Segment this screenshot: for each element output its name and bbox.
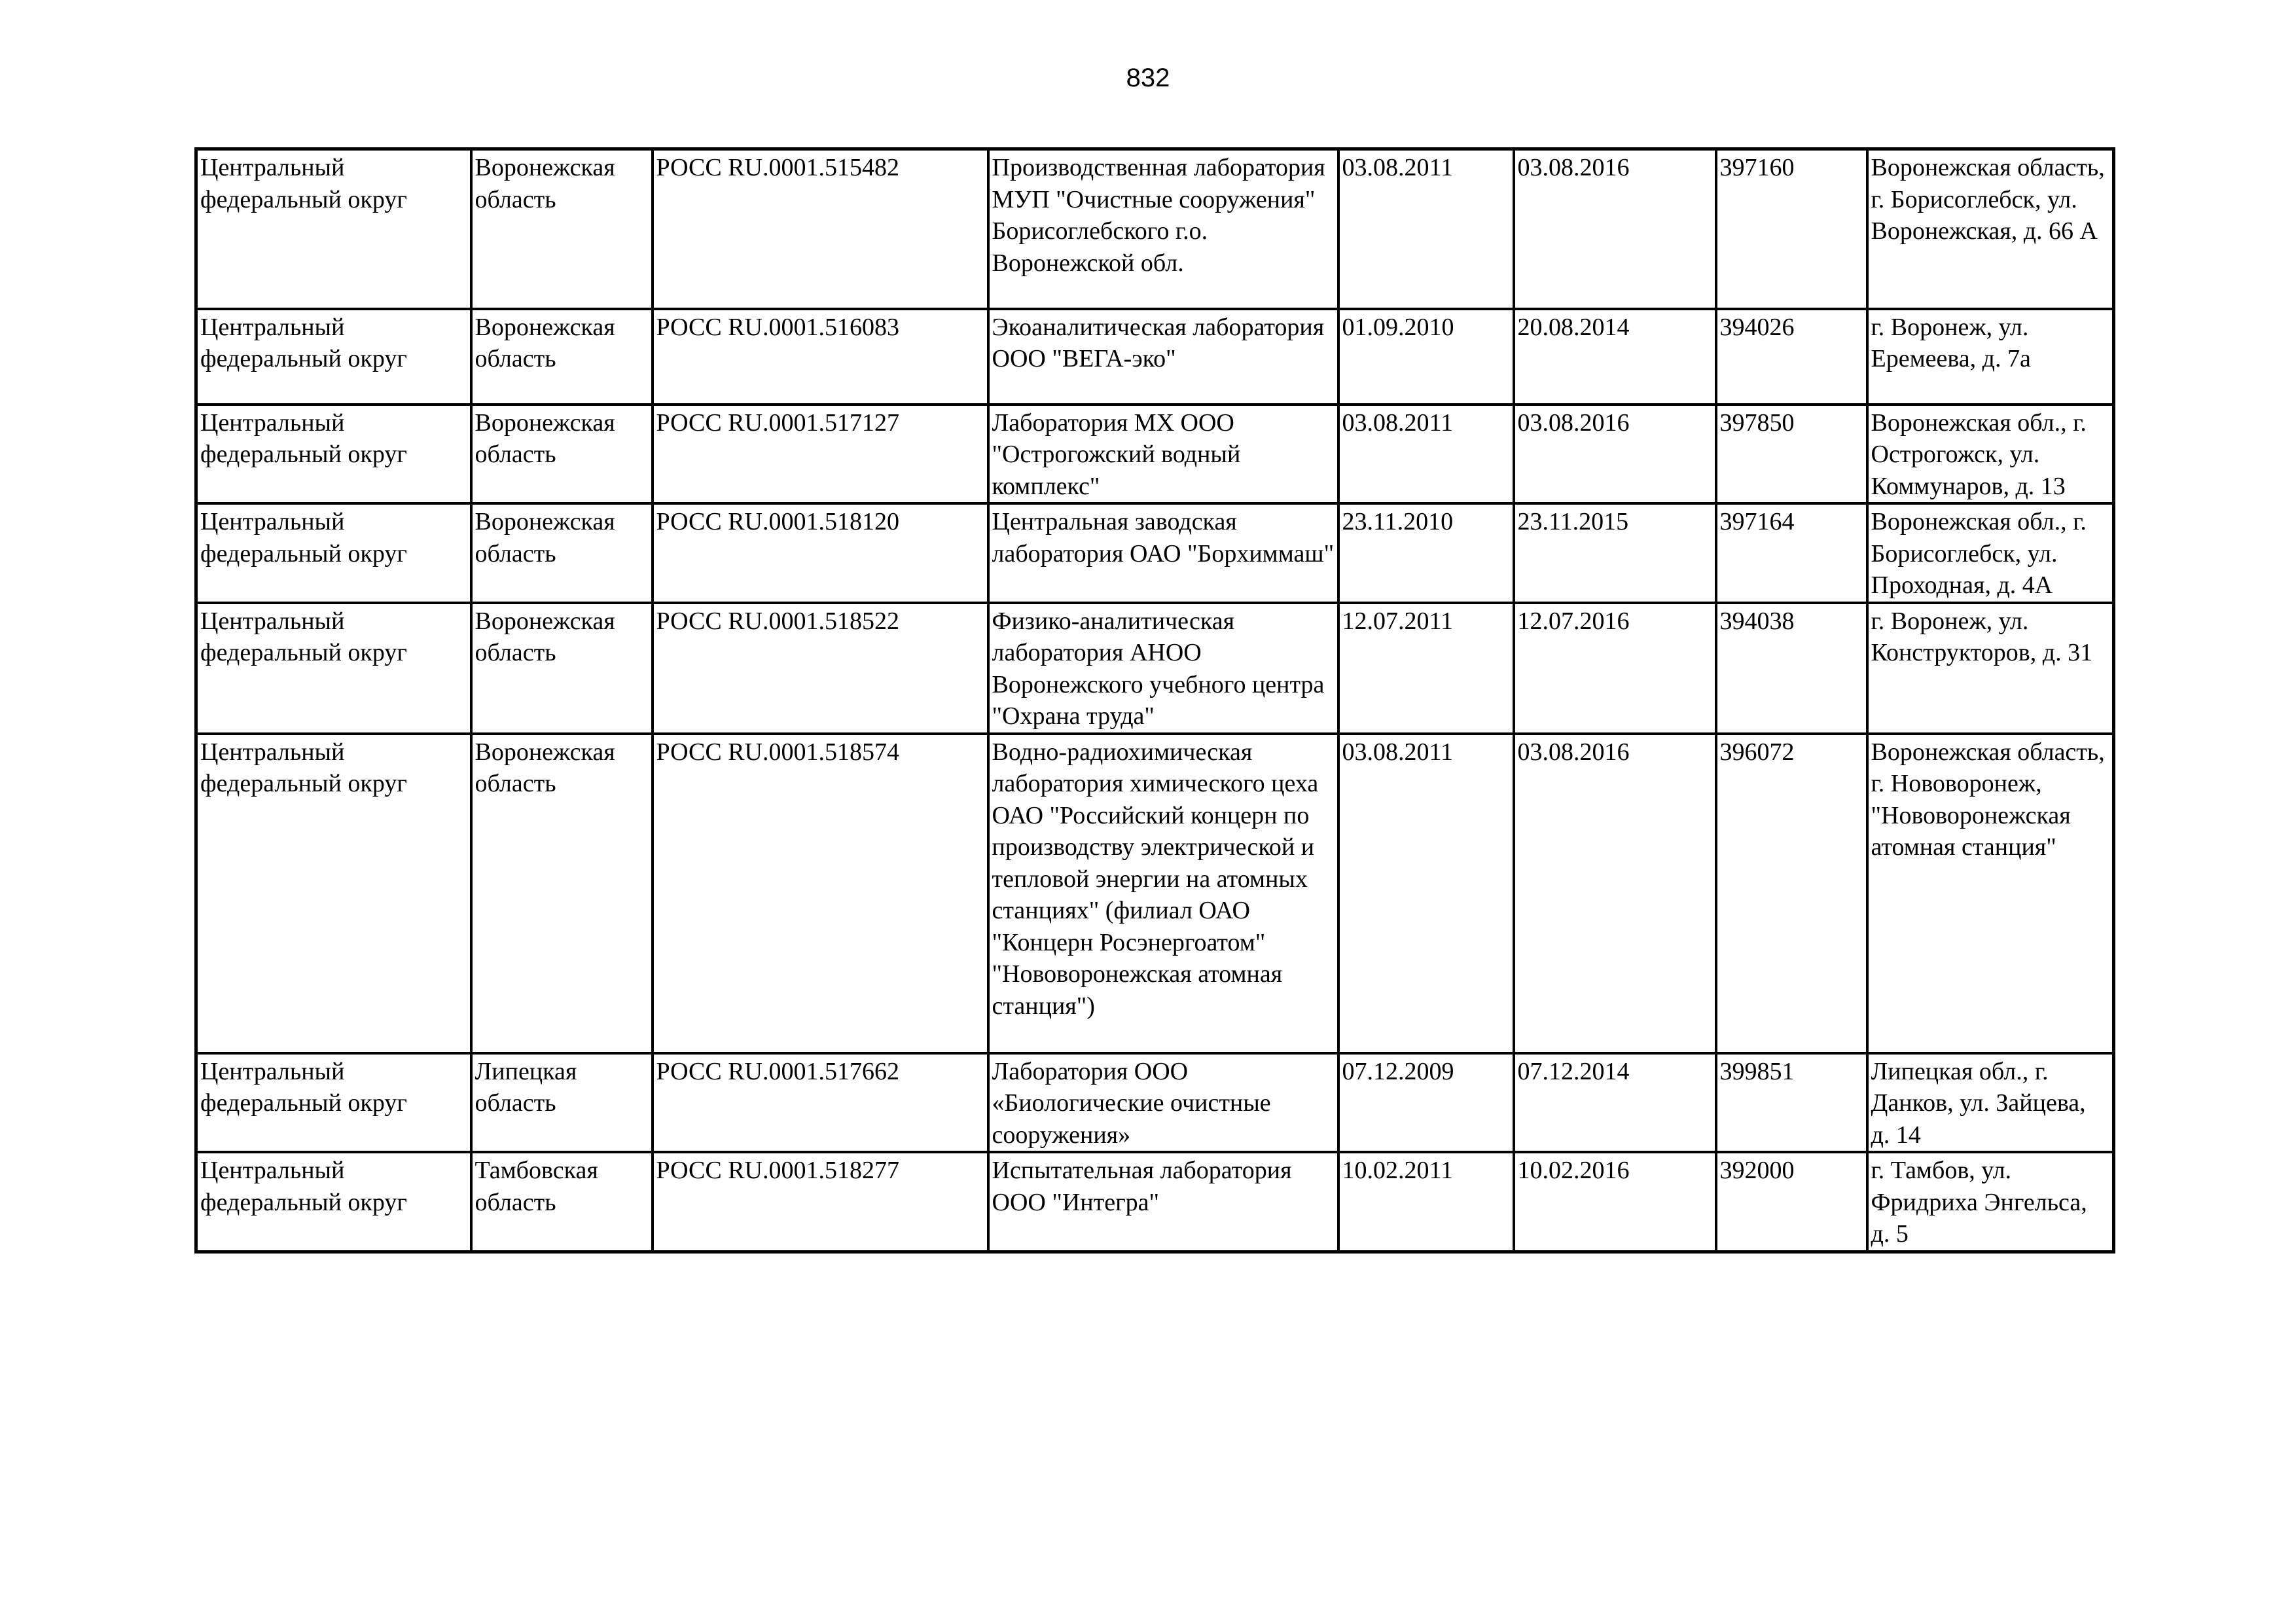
postal-index-cell: 399851 <box>1716 1053 1867 1153</box>
date-to-cell: 23.11.2015 <box>1514 503 1716 603</box>
address-cell: Липецкая обл., г. Данков, ул. Зайцева, д. 14 <box>1867 1053 2114 1153</box>
laboratory-cell: Экоаналитическая лаборатория ООО "ВЕГА-эко" <box>988 309 1338 405</box>
district-cell: Центральный федеральный округ <box>196 1152 471 1252</box>
laboratory-cell: Производственная лаборатория МУП "Очистные сооружения" Борисоглебского г.о. Воронежской обл. <box>988 149 1338 309</box>
certificate-cell: РОСС RU.0001.517662 <box>653 1053 988 1153</box>
address-cell: Воронежская обл., г. Борисоглебск, ул. Проходная, д. 4А <box>1867 503 2114 603</box>
date-to-cell: 03.08.2016 <box>1514 405 1716 504</box>
region-cell: Воронежская область <box>471 603 653 734</box>
region-cell: Липецкая область <box>471 1053 653 1153</box>
date-to-cell: 20.08.2014 <box>1514 309 1716 405</box>
certificate-cell: РОСС RU.0001.518522 <box>653 603 988 734</box>
laboratory-cell: Лаборатория МХ ООО "Острогожский водный комплекс" <box>988 405 1338 504</box>
date-from-cell: 01.09.2010 <box>1338 309 1514 405</box>
district-cell: Центральный федеральный округ <box>196 309 471 405</box>
table-row <box>196 734 2114 1053</box>
date-from-cell: 10.02.2011 <box>1338 1152 1514 1252</box>
laboratory-cell: Центральная заводская лаборатория ОАО "Борхиммаш" <box>988 503 1338 603</box>
postal-index-cell: 392000 <box>1716 1152 1867 1252</box>
date-to-cell: 03.08.2016 <box>1514 149 1716 309</box>
table-row <box>196 309 2114 405</box>
postal-index-cell: 397850 <box>1716 405 1867 504</box>
table-row <box>196 603 2114 734</box>
date-from-cell: 12.07.2011 <box>1338 603 1514 734</box>
district-cell: Центральный федеральный округ <box>196 149 471 309</box>
laboratory-cell: Водно-радиохимическая лаборатория химического цеха ОАО "Российский концерн по производству электрической и тепловой энергии на атомных станциях" (филиал ОАО "Концерн Росэнергоатом" "Нововоронежская атомная станция") <box>988 734 1338 1053</box>
district-cell: Центральный федеральный округ <box>196 734 471 1053</box>
certificate-cell: РОСС RU.0001.515482 <box>653 149 988 309</box>
district-cell: Центральный федеральный округ <box>196 405 471 504</box>
postal-index-cell: 396072 <box>1716 734 1867 1053</box>
region-cell: Воронежская область <box>471 309 653 405</box>
date-from-cell: 07.12.2009 <box>1338 1053 1514 1153</box>
laboratory-registry-table <box>194 147 2115 1254</box>
certificate-cell: РОСС RU.0001.517127 <box>653 405 988 504</box>
address-cell: г. Тамбов, ул. Фридриха Энгельса, д. 5 <box>1867 1152 2114 1252</box>
postal-index-cell: 397164 <box>1716 503 1867 603</box>
date-from-cell: 03.08.2011 <box>1338 734 1514 1053</box>
date-to-cell: 10.02.2016 <box>1514 1152 1716 1252</box>
date-from-cell: 23.11.2010 <box>1338 503 1514 603</box>
date-from-cell: 03.08.2011 <box>1338 405 1514 504</box>
district-cell: Центральный федеральный округ <box>196 603 471 734</box>
region-cell: Воронежская область <box>471 405 653 504</box>
address-cell: Воронежская область, г. Нововоронеж, "Нововоронежская атомная станция" <box>1867 734 2114 1053</box>
region-cell: Тамбовская область <box>471 1152 653 1252</box>
address-cell: г. Воронеж, ул. Конструкторов, д. 31 <box>1867 603 2114 734</box>
region-cell: Воронежская область <box>471 503 653 603</box>
table-row <box>196 503 2114 603</box>
address-cell: Воронежская область, г. Борисоглебск, ул. Воронежская, д. 66 А <box>1867 149 2114 309</box>
address-cell: Воронежская обл., г. Острогожск, ул. Коммунаров, д. 13 <box>1867 405 2114 504</box>
table-row <box>196 405 2114 504</box>
date-to-cell: 03.08.2016 <box>1514 734 1716 1053</box>
laboratory-cell: Физико-аналитическая лаборатория АНОО Воронежского учебного центра "Охрана труда" <box>988 603 1338 734</box>
table-row <box>196 1053 2114 1153</box>
certificate-cell: РОСС RU.0001.516083 <box>653 309 988 405</box>
district-cell: Центральный федеральный округ <box>196 503 471 603</box>
date-to-cell: 07.12.2014 <box>1514 1053 1716 1153</box>
page-number: 832 <box>1126 63 1170 92</box>
postal-index-cell: 394026 <box>1716 309 1867 405</box>
certificate-cell: РОСС RU.0001.518277 <box>653 1152 988 1252</box>
region-cell: Воронежская область <box>471 734 653 1053</box>
address-cell: г. Воронеж, ул. Еремеева, д. 7а <box>1867 309 2114 405</box>
date-from-cell: 03.08.2011 <box>1338 149 1514 309</box>
certificate-cell: РОСС RU.0001.518574 <box>653 734 988 1053</box>
laboratory-cell: Лаборатория ООО «Биологические очистные сооружения» <box>988 1053 1338 1153</box>
date-to-cell: 12.07.2016 <box>1514 603 1716 734</box>
district-cell: Центральный федеральный округ <box>196 1053 471 1153</box>
table-row <box>196 1152 2114 1252</box>
certificate-cell: РОСС RU.0001.518120 <box>653 503 988 603</box>
postal-index-cell: 394038 <box>1716 603 1867 734</box>
postal-index-cell: 397160 <box>1716 149 1867 309</box>
region-cell: Воронежская область <box>471 149 653 309</box>
laboratory-cell: Испытательная лаборатория ООО "Интегра" <box>988 1152 1338 1252</box>
table-row <box>196 149 2114 309</box>
